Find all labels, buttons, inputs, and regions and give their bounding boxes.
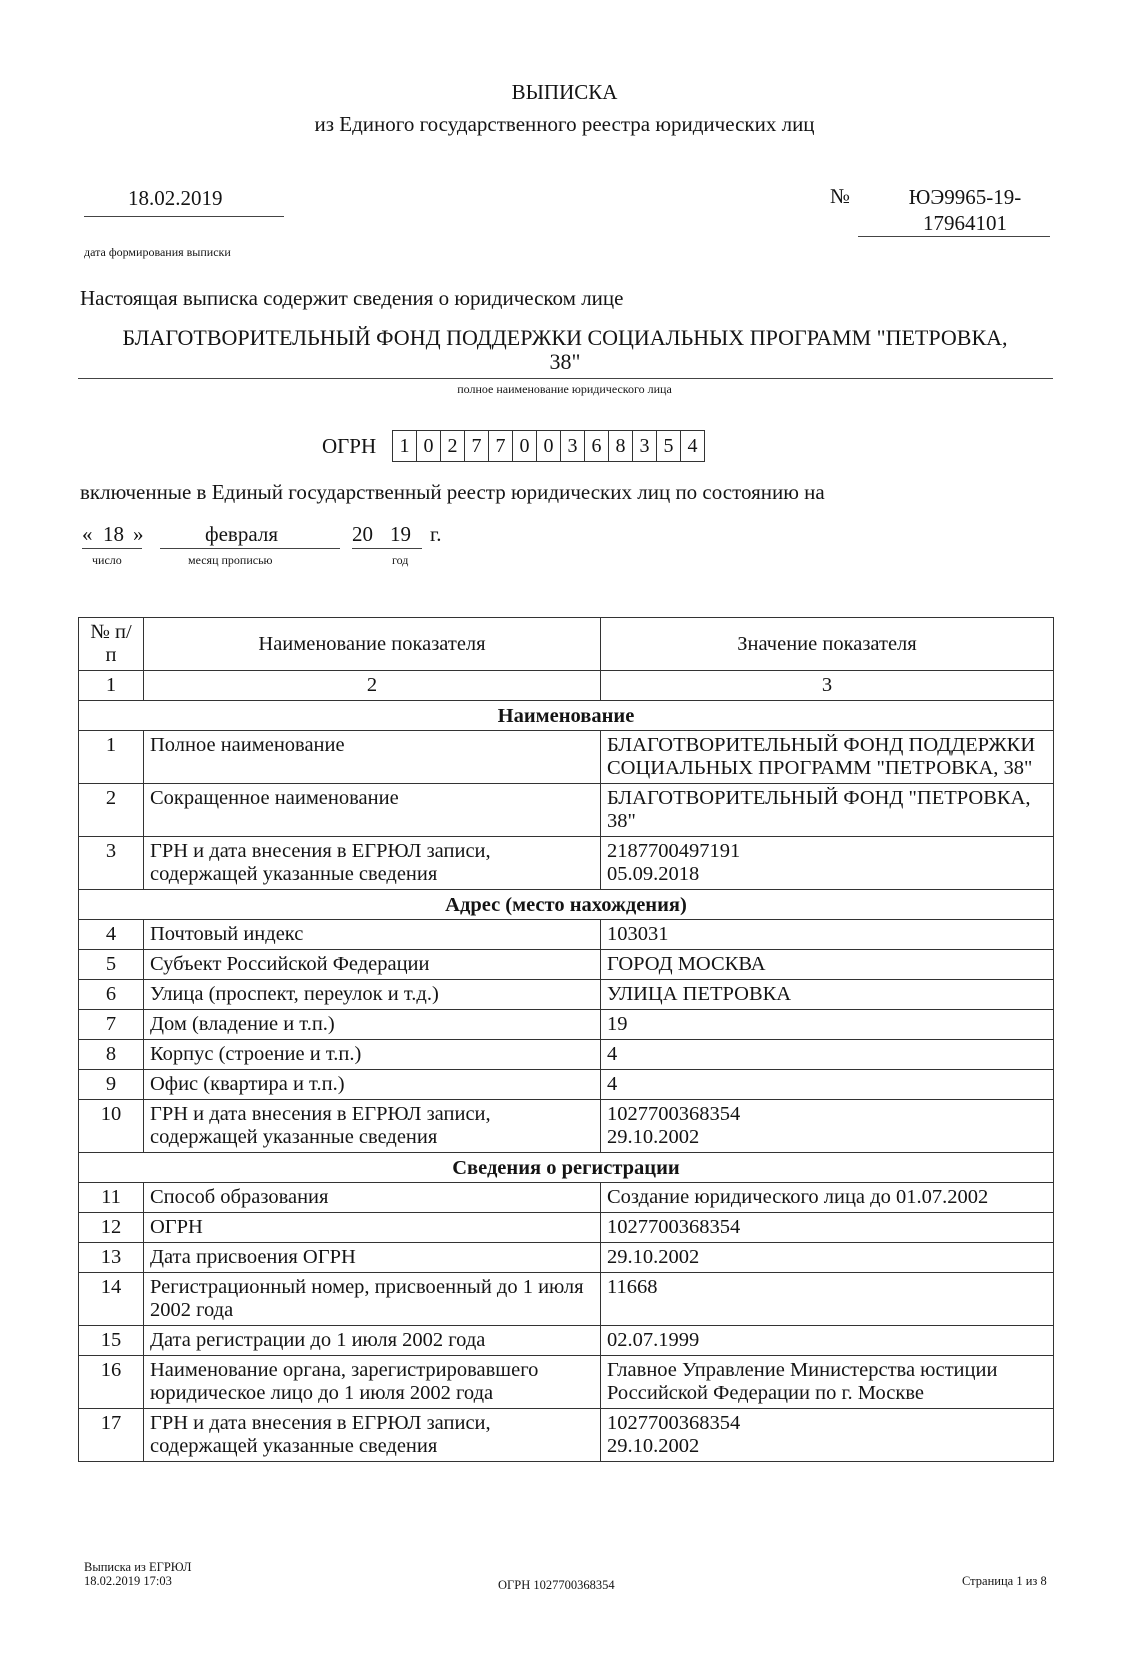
ogrn-digit: 4 <box>680 431 704 461</box>
column-number-3: 3 <box>601 671 1054 701</box>
row-number: 17 <box>79 1409 144 1462</box>
day-underline <box>82 548 142 549</box>
indicator-name: Способ образования <box>144 1183 601 1213</box>
month-caption: месяц прописью <box>188 553 273 567</box>
registry-state-text: включенные в Единый государственный реестр юридических лиц по состоянию на <box>80 480 825 504</box>
header-indicator: Наименование показателя <box>144 618 601 671</box>
indicator-value: 103031 <box>601 920 1054 950</box>
number-sign: № <box>830 184 851 208</box>
row-number: 8 <box>79 1040 144 1070</box>
column-number-1: 1 <box>79 671 144 701</box>
table-row <box>79 1213 1054 1243</box>
ogrn-digit: 0 <box>512 431 536 461</box>
ogrn-digit-boxes <box>392 430 705 462</box>
table-row <box>79 784 1054 837</box>
ogrn-digit: 3 <box>632 431 656 461</box>
indicator-name: ГРН и дата внесения в ЕГРЮЛ записи, содержащей указанные сведения <box>144 1100 601 1153</box>
ogrn-digit: 6 <box>584 431 608 461</box>
row-number: 9 <box>79 1070 144 1100</box>
extract-number-line2: 17964101 <box>923 211 1007 235</box>
indicator-name: Субъект Российской Федерации <box>144 950 601 980</box>
row-number: 13 <box>79 1243 144 1273</box>
indicator-name: Дата регистрации до 1 июля 2002 года <box>144 1326 601 1356</box>
table-column-numbers-row <box>79 671 1054 701</box>
section-title: Адрес (место нахождения) <box>79 890 1054 920</box>
state-date-month: февраля <box>205 522 278 546</box>
table-row <box>79 837 1054 890</box>
row-number: 6 <box>79 980 144 1010</box>
row-number: 5 <box>79 950 144 980</box>
entity-name-line1: БЛАГОТВОРИТЕЛЬНЫЙ ФОНД ПОДДЕРЖКИ СОЦИАЛЬНЫХ ПРОГРАММ "ПЕТРОВКА, <box>122 325 1008 350</box>
indicator-value: 11668 <box>601 1273 1054 1326</box>
ogrn-digit: 8 <box>608 431 632 461</box>
footer-source: Выписка из ЕГРЮЛ <box>84 1560 192 1574</box>
indicator-value: Создание юридического лица до 01.07.2002 <box>601 1183 1054 1213</box>
ogrn-digit: 2 <box>440 431 464 461</box>
row-number: 1 <box>79 731 144 784</box>
entity-intro: Настоящая выписка содержит сведения о юридическом лице <box>80 286 624 310</box>
state-date-quote-open: « <box>82 522 93 546</box>
row-number: 15 <box>79 1326 144 1356</box>
header-number: № п/п <box>79 618 144 671</box>
indicator-value: 02.07.1999 <box>601 1326 1054 1356</box>
table-section-row <box>79 890 1054 920</box>
extract-number <box>880 184 1050 236</box>
table-row <box>79 1273 1054 1326</box>
state-date-quote-close: » <box>133 522 144 546</box>
indicator-name: Дом (владение и т.п.) <box>144 1010 601 1040</box>
extract-number-line1: ЮЭ9965-19- <box>908 185 1022 209</box>
ogrn-label: ОГРН <box>322 434 377 458</box>
state-date-day: 18 <box>103 522 124 546</box>
table-row <box>79 1040 1054 1070</box>
day-caption: число <box>92 553 122 567</box>
indicator-value: УЛИЦА ПЕТРОВКА <box>601 980 1054 1010</box>
ogrn-digit: 7 <box>488 431 512 461</box>
document-title: ВЫПИСКА <box>511 80 618 104</box>
indicator-value: 1027700368354 29.10.2002 <box>601 1100 1054 1153</box>
row-number: 16 <box>79 1356 144 1409</box>
year-underline <box>352 548 422 549</box>
table-header-row <box>79 618 1054 671</box>
footer-ogrn: ОГРН 1027700368354 <box>498 1578 615 1592</box>
indicator-name: Дата присвоения ОГРН <box>144 1243 601 1273</box>
table-row <box>79 1100 1054 1153</box>
indicator-name: Сокращенное наименование <box>144 784 601 837</box>
row-number: 4 <box>79 920 144 950</box>
ogrn-digit: 7 <box>464 431 488 461</box>
document-subtitle: из Единого государственного реестра юридических лиц <box>314 112 815 136</box>
row-number: 14 <box>79 1273 144 1326</box>
column-number-2: 2 <box>144 671 601 701</box>
indicator-name: ГРН и дата внесения в ЕГРЮЛ записи, содержащей указанные сведения <box>144 837 601 890</box>
entity-name-caption: полное наименование юридического лица <box>457 382 672 396</box>
indicator-name: Офис (квартира и т.п.) <box>144 1070 601 1100</box>
indicator-name: ГРН и дата внесения в ЕГРЮЛ записи, содержащей указанные сведения <box>144 1409 601 1462</box>
indicator-value: 29.10.2002 <box>601 1243 1054 1273</box>
issue-date-caption: дата формирования выписки <box>84 245 231 259</box>
indicator-value: ГОРОД МОСКВА <box>601 950 1054 980</box>
indicator-value: 1027700368354 29.10.2002 <box>601 1409 1054 1462</box>
table-row <box>79 1243 1054 1273</box>
indicator-value: БЛАГОТВОРИТЕЛЬНЫЙ ФОНД ПОДДЕРЖКИ СОЦИАЛЬНЫХ ПРОГРАММ "ПЕТРОВКА, 38" <box>601 731 1054 784</box>
indicator-value: 4 <box>601 1070 1054 1100</box>
indicator-name: Почтовый индекс <box>144 920 601 950</box>
entity-full-name <box>60 326 1070 374</box>
indicator-name: Регистрационный номер, присвоенный до 1 июля 2002 года <box>144 1273 601 1326</box>
indicator-value: 19 <box>601 1010 1054 1040</box>
table-row <box>79 1356 1054 1409</box>
ogrn-digit: 1 <box>399 435 410 457</box>
table-row <box>79 731 1054 784</box>
row-number: 11 <box>79 1183 144 1213</box>
indicator-name: Наименование органа, зарегистрировавшего юридическое лицо до 1 июля 2002 года <box>144 1356 601 1409</box>
table-row <box>79 950 1054 980</box>
extract-number-underline <box>858 236 1050 237</box>
row-number: 3 <box>79 837 144 890</box>
indicator-value: БЛАГОТВОРИТЕЛЬНЫЙ ФОНД "ПЕТРОВКА, 38" <box>601 784 1054 837</box>
row-number: 7 <box>79 1010 144 1040</box>
table-section-row <box>79 1153 1054 1183</box>
footer-left <box>84 1560 192 1588</box>
section-title: Сведения о регистрации <box>79 1153 1054 1183</box>
table-row <box>79 1070 1054 1100</box>
issue-date: 18.02.2019 <box>128 186 223 210</box>
header-value: Значение показателя <box>601 618 1054 671</box>
row-number: 10 <box>79 1100 144 1153</box>
indicator-value: 2187700497191 05.09.2018 <box>601 837 1054 890</box>
ogrn-digit: 0 <box>536 431 560 461</box>
table-row <box>79 1183 1054 1213</box>
extract-table <box>78 617 1054 1462</box>
indicator-name: Полное наименование <box>144 731 601 784</box>
row-number: 2 <box>79 784 144 837</box>
table-row <box>79 1409 1054 1462</box>
indicator-name: ОГРН <box>144 1213 601 1243</box>
state-date-year-unit: г. <box>430 522 442 546</box>
indicator-value: Главное Управление Министерства юстиции Российской Федерации по г. Москве <box>601 1356 1054 1409</box>
month-underline <box>160 548 340 549</box>
state-date-year-suffix: 19 <box>390 522 411 546</box>
section-title: Наименование <box>79 701 1054 731</box>
indicator-name: Улица (проспект, переулок и т.д.) <box>144 980 601 1010</box>
state-date-year-prefix: 20 <box>352 522 373 546</box>
row-number: 12 <box>79 1213 144 1243</box>
issue-date-underline <box>84 216 284 217</box>
ogrn-digit: 5 <box>656 431 680 461</box>
year-caption: год <box>392 553 409 567</box>
ogrn-digit: 3 <box>560 431 584 461</box>
indicator-name: Корпус (строение и т.п.) <box>144 1040 601 1070</box>
ogrn-digit: 0 <box>416 431 440 461</box>
table-row <box>79 920 1054 950</box>
entity-name-underline <box>78 378 1053 379</box>
table-row <box>79 980 1054 1010</box>
entity-name-line2: 38" <box>549 349 581 374</box>
table-row <box>79 1010 1054 1040</box>
footer-page-number: Страница 1 из 8 <box>962 1574 1047 1588</box>
table-section-row <box>79 701 1054 731</box>
indicator-value: 1027700368354 <box>601 1213 1054 1243</box>
extract-table-body <box>79 618 1054 1462</box>
table-row <box>79 1326 1054 1356</box>
footer-timestamp: 18.02.2019 17:03 <box>84 1574 172 1588</box>
indicator-value: 4 <box>601 1040 1054 1070</box>
